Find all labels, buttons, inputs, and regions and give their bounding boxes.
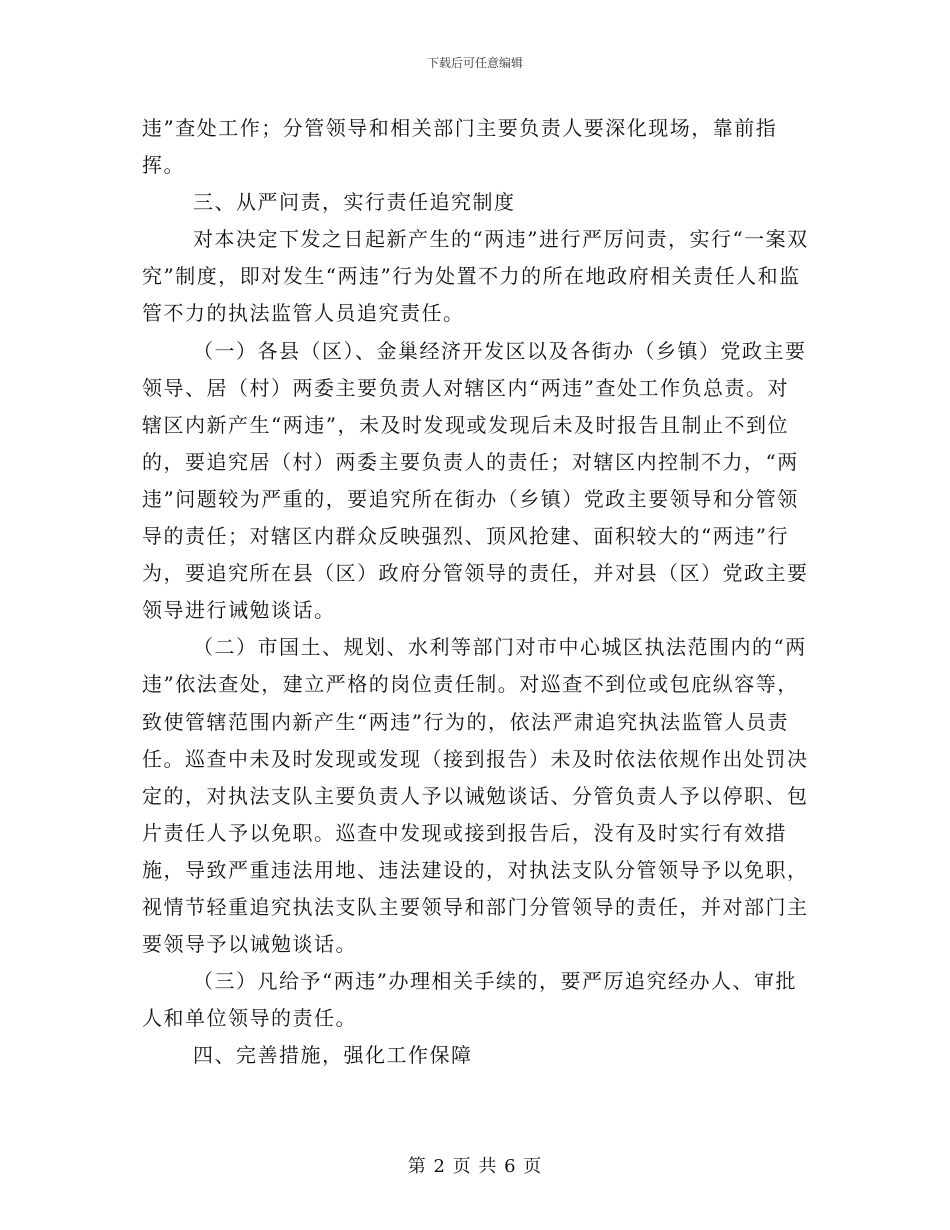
section-heading-measures: 四、完善措施，强化工作保障: [193, 1043, 473, 1068]
section-heading-accountability: 三、从严问责，实行责任追究制度: [193, 190, 516, 215]
paragraph-item-3: （三）凡给予“两违”办理相关手续的，要严厉追究经办人、审批人和单位领导的责任。: [142, 969, 797, 1031]
paragraph-item-2: （二）市国土、规划、水利等部门对市中心城区执法范围内的“两违”依法查处，建立严格的岗位责任制。对巡查不到位或包庇纵容等，致使管辖范围内新产生“两违”行为的，依法严肃追究执法监管人员责任。巡查中未及时发现或发现（接到报告）未及时依法依规作出处罚决定的，对执法支队主要负责人予以诫勉谈话、分管负责人予以停职、包片责任人予以免职。巡查中发现或接到报告后，没有及时实行有效措施，导致严重违法用地、违法建设的，对执法支队分管领导予以免职，视情节轻重追究执法支队主要领导和部门分管领导的责任，并对部门主要领导予以诫勉谈话。: [142, 635, 809, 957]
page-number: 第 2 页 共 6 页: [407, 1156, 543, 1177]
paragraph-continuation: 违”查处工作；分管领导和相关部门主要负责人要深化现场，靠前指挥。: [142, 116, 778, 178]
document-body: [142, 110, 810, 1074]
page-header-note: 下载后可任意编辑: [426, 56, 523, 70]
paragraph-item-1: （一）各县（区）、金巢经济开发区以及各街办（乡镇）党政主要领导、居（村）两委主要负责人对辖区内“两违”查处工作负总责。对辖区内新产生“两违”，未及时发现或发现后未及时报告且制止不到位的，要追究居（村）两委主要负责人的责任；对辖区内控制不力，“两违”问题较为严重的，要追究所在街办（乡镇）党政主要领导和分管领导的责任；对辖区内群众反映强烈、顶风抢建、面积较大的“两违”行为，要追究所在县（区）政府分管领导的责任，并对县（区）党政主要领导进行诫勉谈话。: [142, 338, 809, 623]
paragraph-accountability-intro: 对本决定下发之日起新产生的“两违”进行严厉问责，实行“一案双究”制度，即对发生“两违”行为处置不力的所在地政府相关责任人和监管不力的执法监管人员追究责任。: [142, 227, 809, 326]
